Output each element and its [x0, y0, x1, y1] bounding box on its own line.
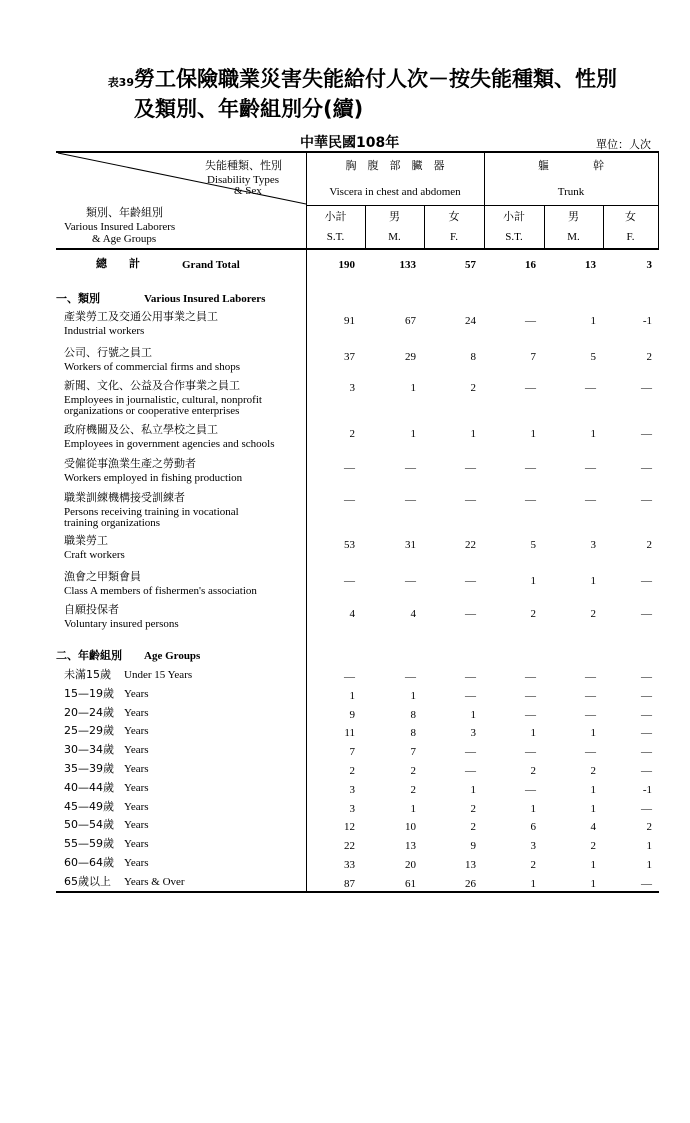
value-cell: 7: [349, 746, 355, 758]
value-cell: 1: [530, 803, 536, 815]
value-cell: 1: [590, 428, 596, 440]
subcol-header-en: S.T.: [505, 231, 523, 243]
value-cell: —: [641, 608, 652, 620]
value-cell: —: [465, 671, 476, 683]
subcol-header-zh: 小計: [503, 210, 525, 223]
value-cell: —: [585, 494, 596, 506]
value-cell: 1: [590, 575, 596, 587]
value-cell: 13: [585, 259, 596, 271]
value-cell: 3: [470, 727, 476, 739]
age-row-zh: 30—34歲: [64, 743, 114, 756]
value-cell: —: [405, 494, 416, 506]
laborer-row-zh: 政府機關及公、私立學校之員工: [64, 423, 218, 436]
laborer-row-en: training organizations: [64, 517, 161, 529]
age-row-en: Years: [124, 688, 149, 700]
value-cell: —: [465, 765, 476, 777]
laborer-row-zh: 職業訓練機構接受訓練者: [64, 491, 185, 504]
value-cell: 3: [646, 259, 652, 271]
subcol-header-zh: 男: [389, 210, 400, 223]
laborer-row-zh: 職業勞工: [64, 534, 108, 547]
value-cell: 20: [405, 859, 416, 871]
value-cell: 2: [410, 784, 416, 796]
value-cell: —: [641, 765, 652, 777]
subcol-header-zh: 女: [625, 210, 636, 223]
value-cell: —: [585, 462, 596, 474]
value-cell: 3: [349, 803, 355, 815]
value-cell: 1: [470, 709, 476, 721]
value-cell: 2: [646, 351, 652, 363]
value-cell: 1: [470, 784, 476, 796]
age-row-zh: 65歲以上: [64, 875, 111, 888]
age-row-zh: 50—54歲: [64, 818, 114, 831]
table-title: [72, 66, 617, 122]
value-cell: 1: [646, 859, 652, 871]
value-cell: —: [641, 803, 652, 815]
value-cell: —: [525, 315, 536, 327]
value-cell: 37: [344, 351, 355, 363]
value-cell: —: [525, 784, 536, 796]
value-cell: —: [641, 462, 652, 474]
value-cell: -1: [642, 784, 652, 796]
age-row-zh: 未滿15歲: [64, 668, 111, 681]
year-label: 中華民國108年: [300, 135, 400, 151]
laborer-row-en: Class A members of fishermen's association: [64, 585, 257, 597]
age-row-en: Years: [124, 707, 149, 719]
laborer-row-zh: 公司、行號之員工: [64, 346, 152, 359]
value-cell: 4: [590, 821, 596, 833]
value-cell: —: [641, 428, 652, 440]
value-cell: 33: [344, 859, 355, 871]
value-cell: 12: [344, 821, 355, 833]
value-cell: 190: [338, 259, 355, 271]
value-cell: —: [405, 575, 416, 587]
value-cell: —: [465, 494, 476, 506]
value-cell: —: [585, 382, 596, 394]
value-cell: —: [525, 494, 536, 506]
laborer-row-zh: 受僱從事漁業生產之勞動者: [64, 457, 196, 470]
value-cell: 10: [405, 821, 416, 833]
value-cell: 8: [470, 351, 476, 363]
value-cell: 61: [405, 878, 416, 890]
value-cell: 7: [410, 746, 416, 758]
value-cell: 9: [470, 840, 476, 852]
value-cell: —: [344, 462, 355, 474]
title-line-2: 及類別、年齡組別分(續): [134, 97, 364, 121]
age-row-en: Years: [124, 725, 149, 737]
value-cell: —: [585, 709, 596, 721]
laborer-row-en: Workers employed in fishing production: [64, 472, 243, 484]
stub-bottom-en-2: & Age Groups: [92, 233, 157, 245]
laborer-row-en: Industrial workers: [64, 325, 145, 337]
age-row-zh: 20—24歲: [64, 706, 114, 719]
age-row-zh: 60—64歲: [64, 856, 114, 869]
subcol-header-zh: 男: [568, 210, 579, 223]
group-trunk-zh: 軀 幹: [538, 159, 604, 172]
value-cell: 16: [525, 259, 536, 271]
value-cell: 9: [349, 709, 355, 721]
subcol-header-en: F.: [626, 231, 635, 243]
value-cell: 1: [530, 878, 536, 890]
value-cell: 1: [470, 428, 476, 440]
value-cell: 87: [344, 878, 355, 890]
stub-bottom-en-1: Various Insured Laborers: [64, 221, 176, 233]
value-cell: —: [525, 462, 536, 474]
value-cell: 7: [530, 351, 536, 363]
laborer-row-zh: 新聞、文化、公益及合作事業之員工: [64, 379, 240, 392]
value-cell: —: [525, 382, 536, 394]
value-cell: 2: [646, 539, 652, 551]
value-cell: 11: [344, 727, 355, 739]
laborer-row-zh: 產業勞工及交通公用事業之員工: [64, 310, 218, 323]
value-cell: 2: [590, 608, 596, 620]
value-cell: 22: [465, 539, 476, 551]
age-row-en: Years: [124, 801, 149, 813]
value-cell: —: [465, 746, 476, 758]
value-cell: —: [641, 382, 652, 394]
value-cell: —: [405, 671, 416, 683]
laborer-row-en: Voluntary insured persons: [64, 618, 179, 630]
value-cell: 2: [646, 821, 652, 833]
group-trunk-en: Trunk: [557, 186, 585, 198]
value-cell: —: [585, 690, 596, 702]
value-cell: 2: [470, 803, 476, 815]
value-cell: 1: [410, 382, 416, 394]
laborer-row-zh: 自願投保者: [64, 603, 119, 616]
section-1-zh: 一、類別: [56, 292, 100, 305]
value-cell: 1: [410, 428, 416, 440]
unit-label: 單位：人次: [596, 138, 651, 151]
value-cell: —: [405, 462, 416, 474]
value-cell: 4: [349, 608, 355, 620]
value-cell: 26: [465, 878, 476, 890]
laborer-row-zh: 漁會之甲類會員: [64, 570, 141, 583]
value-cell: -1: [642, 315, 652, 327]
laborer-row-en: organizations or cooperative enterprises: [64, 405, 240, 417]
value-cell: 1: [410, 690, 416, 702]
value-cell: 2: [530, 765, 536, 777]
value-cell: 1: [349, 690, 355, 702]
value-cell: 1: [530, 575, 536, 587]
section-2-zh: 二、年齡組別: [56, 649, 122, 662]
age-row-zh: 35—39歲: [64, 762, 114, 775]
value-cell: 1: [590, 878, 596, 890]
value-cell: 1: [646, 840, 652, 852]
age-row-zh: 15—19歲: [64, 687, 114, 700]
value-cell: 2: [410, 765, 416, 777]
value-cell: 2: [590, 840, 596, 852]
value-cell: 8: [410, 709, 416, 721]
value-cell: —: [585, 746, 596, 758]
subcol-header-en: M.: [567, 231, 580, 243]
value-cell: 2: [590, 765, 596, 777]
value-cell: 2: [530, 859, 536, 871]
table-number: 表39: [107, 76, 134, 89]
value-cell: 29: [405, 351, 416, 363]
value-cell: —: [344, 671, 355, 683]
value-cell: 1: [590, 784, 596, 796]
value-cell: —: [344, 575, 355, 587]
value-cell: —: [641, 709, 652, 721]
value-cell: 13: [465, 859, 476, 871]
value-cell: 67: [405, 315, 416, 327]
age-row-zh: 45—49歲: [64, 800, 114, 813]
value-cell: —: [465, 608, 476, 620]
laborer-row-en: Employees in journalistic, cultural, nonprofit: [64, 394, 262, 406]
value-cell: 2: [470, 821, 476, 833]
age-row-en: Years & Over: [124, 876, 185, 888]
value-cell: —: [525, 690, 536, 702]
value-cell: —: [525, 709, 536, 721]
group-viscera-en: Viscera in chest and abdomen: [329, 186, 461, 198]
value-cell: 91: [344, 315, 355, 327]
value-cell: —: [525, 746, 536, 758]
value-cell: —: [465, 462, 476, 474]
value-cell: 22: [344, 840, 355, 852]
value-cell: 24: [465, 315, 476, 327]
grand-total-en: Grand Total: [182, 259, 240, 271]
value-cell: 2: [349, 428, 355, 440]
value-cell: 1: [590, 803, 596, 815]
section-2-en: Age Groups: [144, 650, 201, 662]
age-row-en: Years: [124, 857, 149, 869]
group-viscera-zh: 胸 腹 部 臟 器: [345, 159, 445, 172]
stub-top-en-1: Disability Types: [207, 174, 280, 186]
value-cell: 2: [349, 765, 355, 777]
value-cell: 4: [410, 608, 416, 620]
value-cell: 3: [349, 784, 355, 796]
value-cell: 2: [470, 382, 476, 394]
value-cell: 1: [590, 727, 596, 739]
subcol-header-zh: 小計: [324, 210, 347, 223]
right-border: [658, 152, 659, 249]
value-cell: —: [641, 690, 652, 702]
value-cell: —: [641, 746, 652, 758]
value-cell: —: [525, 671, 536, 683]
value-cell: —: [465, 575, 476, 587]
value-cell: 31: [405, 539, 416, 551]
section-1-en: Various Insured Laborers: [144, 293, 266, 305]
age-row-en: Under 15 Years: [124, 669, 193, 681]
value-cell: 5: [590, 351, 596, 363]
subcol-header-en: S.T.: [326, 231, 345, 243]
value-cell: —: [465, 690, 476, 702]
stub-bottom-zh: 類別、年齡組別: [86, 206, 163, 219]
age-row-zh: 40—44歲: [64, 781, 114, 794]
value-cell: 5: [530, 539, 536, 551]
value-cell: 1: [410, 803, 416, 815]
value-cell: —: [641, 878, 652, 890]
value-cell: 13: [405, 840, 416, 852]
laborer-row-en: Persons receiving training in vocational: [64, 506, 239, 518]
value-cell: 2: [530, 608, 536, 620]
value-cell: 3: [349, 382, 355, 394]
title-line-1: 勞工保險職業災害失能給付人次－按失能種類、性別: [134, 67, 617, 91]
laborer-row-en: Craft workers: [64, 549, 125, 561]
value-cell: 1: [530, 428, 536, 440]
age-row-en: Years: [124, 763, 149, 775]
value-cell: 57: [465, 259, 476, 271]
value-cell: 1: [590, 859, 596, 871]
subcol-header-en: F.: [450, 231, 458, 243]
age-row-zh: 25—29歲: [64, 724, 114, 737]
value-cell: —: [585, 671, 596, 683]
value-cell: 1: [530, 727, 536, 739]
laborer-row-en: Workers of commercial firms and shops: [64, 361, 240, 373]
value-cell: —: [641, 727, 652, 739]
age-row-en: Years: [124, 782, 149, 794]
age-row-en: Years: [124, 838, 149, 850]
table-bottom-rule: [56, 891, 659, 893]
subcol-header-en: M.: [388, 231, 401, 243]
value-cell: 3: [590, 539, 596, 551]
value-cell: 8: [410, 727, 416, 739]
stub-top-en-2: & Sex: [234, 185, 262, 197]
value-cell: 53: [344, 539, 355, 551]
value-cell: —: [344, 494, 355, 506]
value-cell: —: [641, 494, 652, 506]
value-cell: 1: [590, 315, 596, 327]
value-cell: 133: [399, 259, 416, 271]
age-row-en: Years: [124, 744, 149, 756]
age-row-en: Years: [124, 819, 149, 831]
grand-total-zh: 總 計: [96, 257, 140, 270]
subcol-header-zh: 女: [448, 210, 460, 223]
value-cell: —: [641, 575, 652, 587]
value-cell: 3: [530, 840, 536, 852]
stub-top-zh: 失能種類、性別: [205, 159, 282, 172]
value-cell: —: [641, 671, 652, 683]
laborer-row-en: Employees in government agencies and schools: [64, 438, 275, 450]
age-row-zh: 55—59歲: [64, 837, 114, 850]
subheader-rule: [306, 205, 659, 206]
value-cell: 6: [530, 821, 536, 833]
